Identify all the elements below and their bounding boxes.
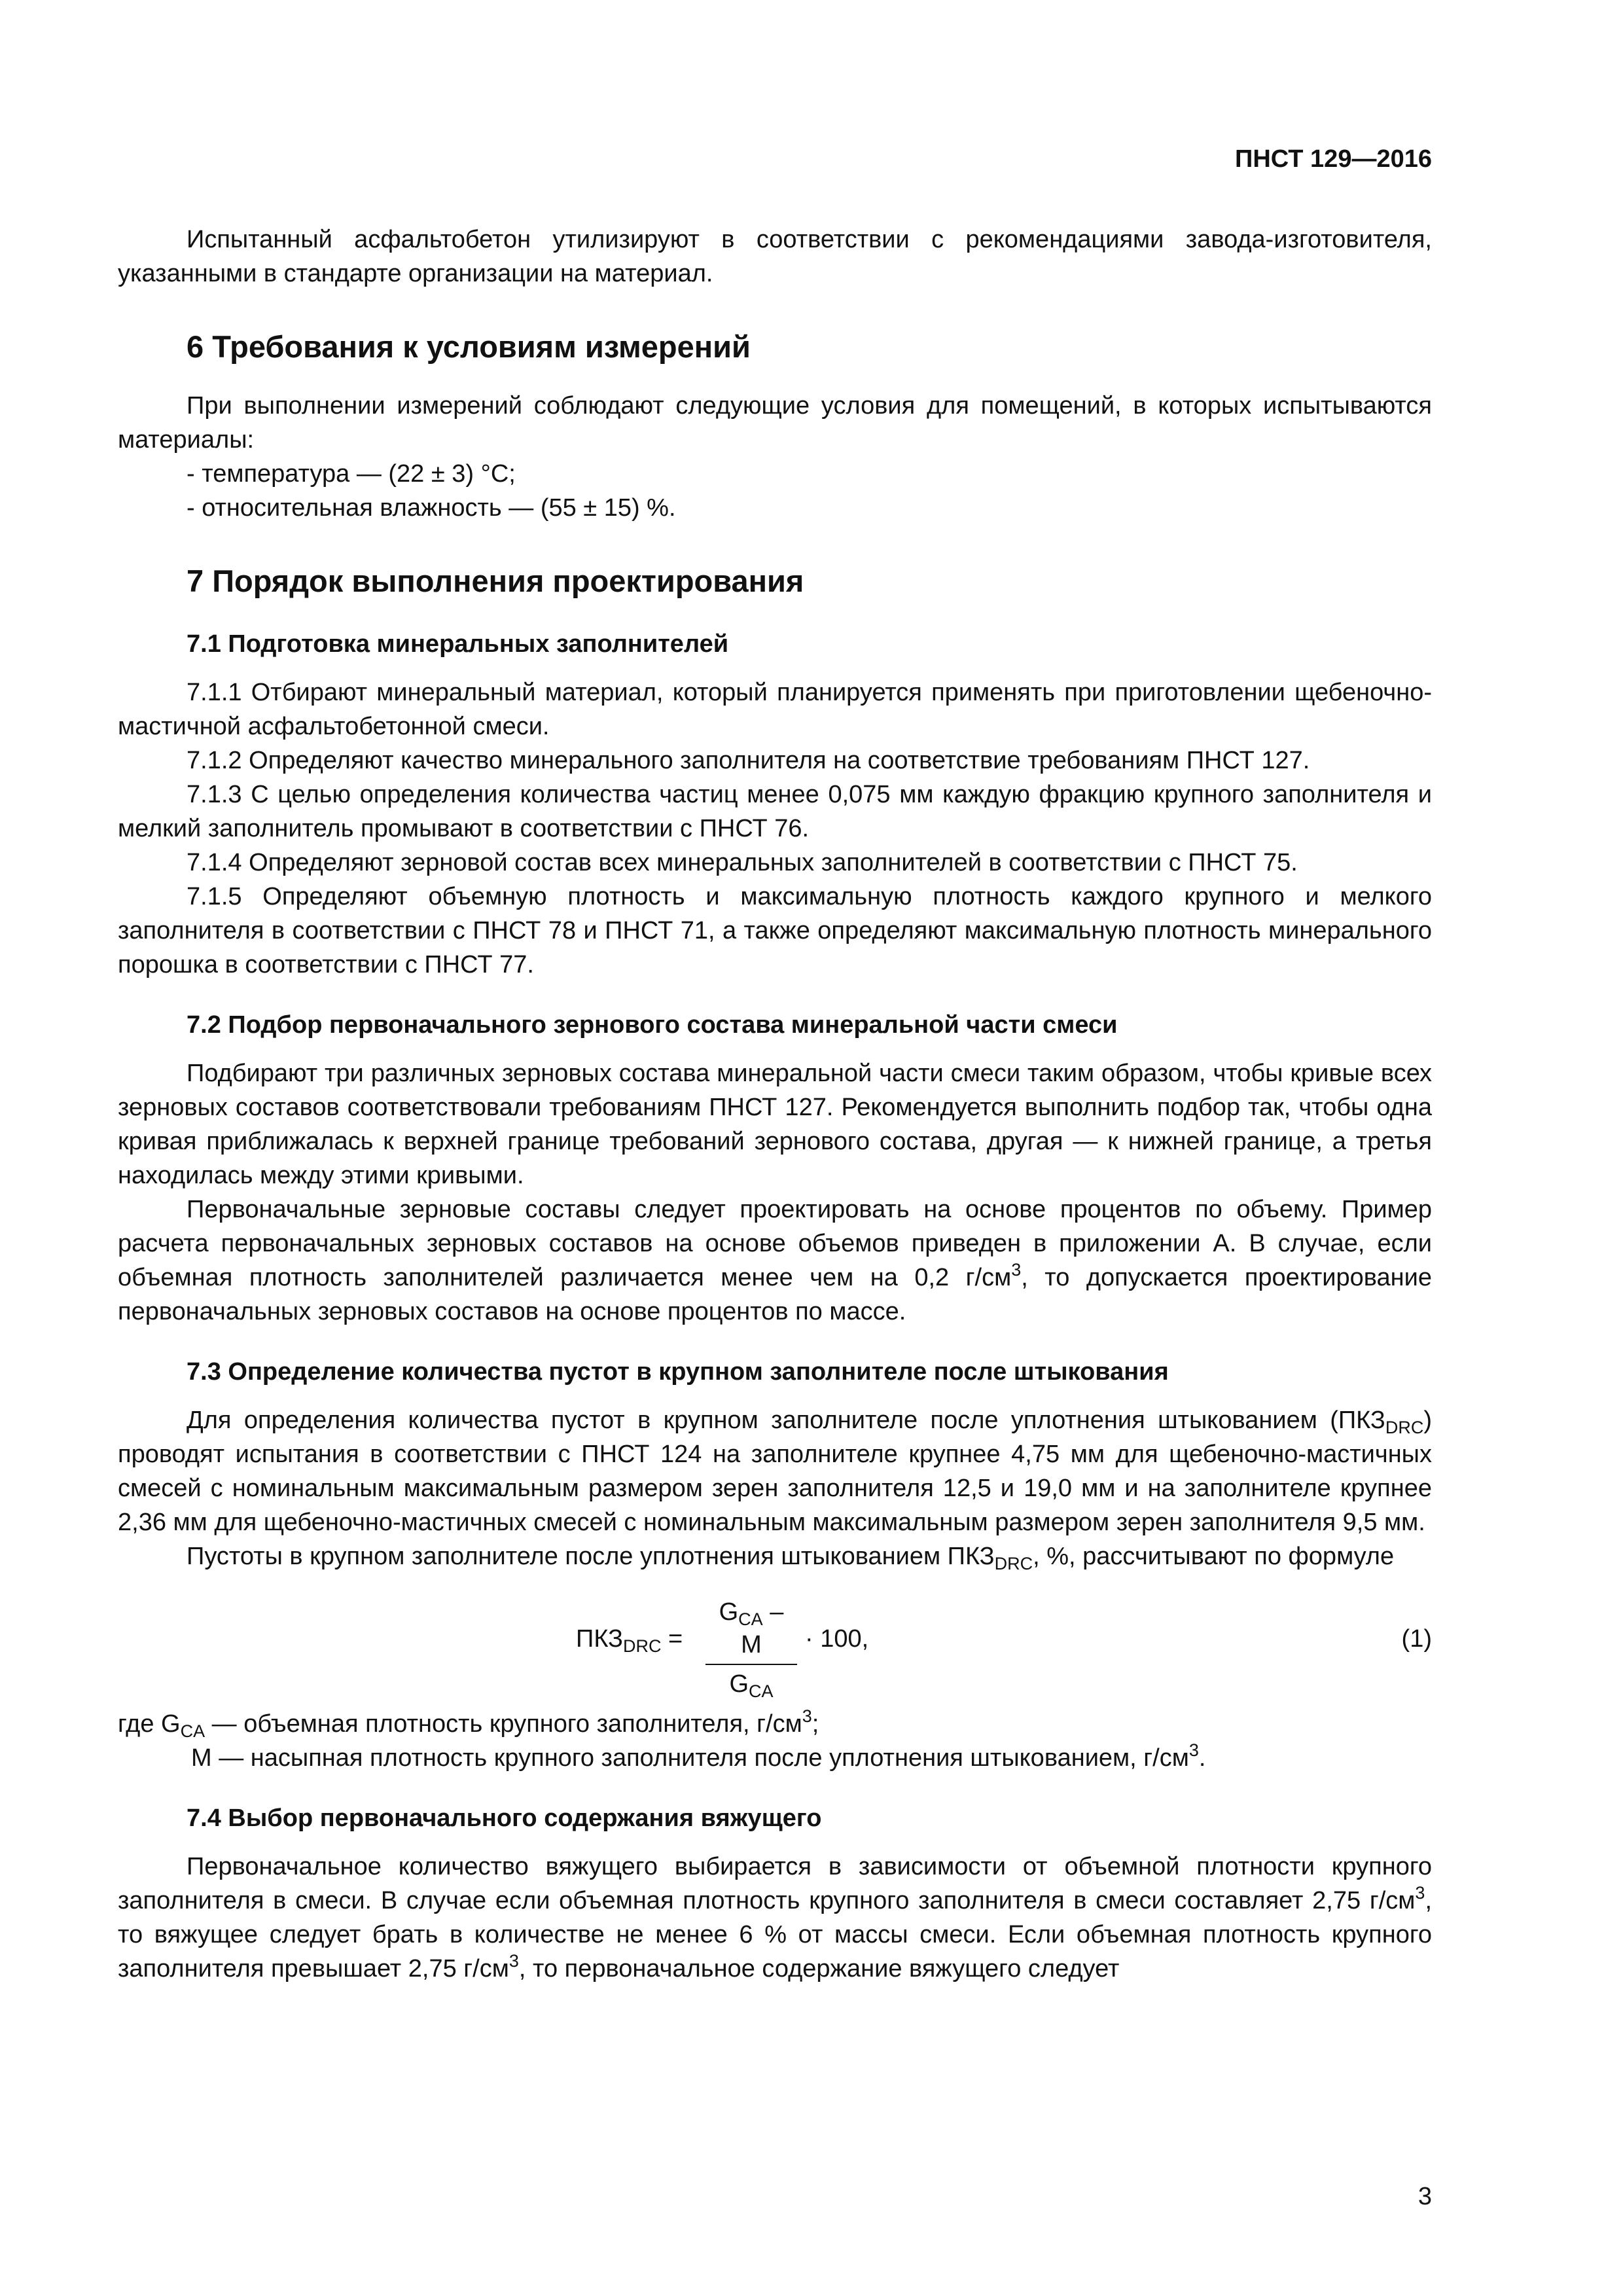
- section-6-title: 6 Требования к условиям измерений: [187, 329, 751, 364]
- section-7-1-title: 7.1 Подготовка минеральных заполнителей: [187, 630, 729, 658]
- clause-7-1-1: 7.1.1 Отбирают минеральный материал, который планируется применять при приготовлении щебеночно-мастичной асфальтобетонной смеси.: [118, 679, 1432, 740]
- formula-rhs: · 100,: [805, 1625, 869, 1653]
- clause-7-1-2: 7.1.2 Определяют качество минерального заполнителя на соответствие требованиям ПНСТ 127.: [187, 747, 1310, 774]
- section-7-2-title: 7.2 Подбор первоначального зернового состава минеральной части смеси: [187, 1011, 1118, 1039]
- clause-7-1-3: 7.1.3 С целью определения количества частиц менее 0,075 мм каждую фракцию крупного заполнителя и мелкий заполнитель промывают в соответствии с ПНСТ 76.: [118, 781, 1432, 842]
- section-7-3-title: 7.3 Определение количества пустот в крупном заполнителе после штыкования: [187, 1358, 1169, 1386]
- section-7-4-paragraph: Первоначальное количество вяжущего выбирается в зависимости от объемной плотности крупного заполнителя в смеси. В случае если объемная плотность крупного заполнителя в смеси составляет 2,75 $г/см^3$, то вяжущее следует брать в количестве не менее 6 % от массы смеси. Если объемная плотность крупного заполнителя превышает 2,75 $г/см^3$, то первоначальное содержание вяжущего следует: [118, 1853, 1432, 1982]
- intro-paragraph: Испытанный асфальтобетон утилизируют в соответствии с рекомендациями завода-изготовителя, указанными в стандарте организации на материал.: [118, 226, 1432, 287]
- document-code-header: ПНСТ 129—2016: [1235, 145, 1432, 173]
- clause-7-1-5: 7.1.5 Определяют объемную плотность и максимальную плотность каждого крупного и мелкого заполнителя в соответствии с ПНСТ 78 и ПНСТ 71, а также определяют максимальную плотность минерального порошка в соответствии с ПНСТ 77.: [118, 883, 1432, 978]
- page-content: [118, 223, 1432, 1986]
- formula-number: (1): [1401, 1625, 1432, 1653]
- formula-1: [118, 1589, 1432, 1701]
- formula-legend: [118, 1707, 1432, 1775]
- section-6-paragraph: При выполнении измерений соблюдают следующие условия для помещений, в которых испытываются материалы:: [118, 392, 1432, 454]
- condition-humidity: - относительная влажность — (55 ± 15) %.: [187, 494, 676, 522]
- section-7-4-title: 7.4 Выбор первоначального содержания вяжущего: [187, 1804, 822, 1832]
- legend-gca: где $G_{CA}$ — объемная плотность крупного заполнителя, $г/см^3$;: [118, 1706, 819, 1741]
- clause-7-1-4: 7.1.4 Определяют зерновой состав всех минеральных заполнителей в соответствии с ПНСТ 75.: [187, 849, 1298, 876]
- section-7-3-paragraph-1: Для определения количества пустот в крупном заполнителе после уплотнения штыкованием $(ПКЗ_{DRC})$ проводят испытания в соответствии с ПНСТ 124 на заполнителе крупнее 4,75 мм для щебеночно-мастичных смесей с номинальным максимальным размером зерен заполнителя 12,5 и 19,0 мм и на заполнителе крупнее 2,36 мм для щебеночно-мастичных смесей с номинальным максимальным размером зерен заполнителя 9,5 мм.: [118, 1407, 1432, 1536]
- formula-denominator: $G_{CA}$: [729, 1670, 774, 1701]
- document-page: [118, 0, 1432, 2296]
- formula-lhs: $ПКЗ_{DRC}$ =: [576, 1625, 683, 1656]
- section-7-2-paragraph-2: Первоначальные зерновые составы следует проектировать на основе процентов по объему. Пример расчета первоначальных зерновых составов на основе объемов приведен в приложении А. В случае, если объемная плотность заполнителей различается менее чем на 0,2 $г/см^3$, то допускается проектирование первоначальных зерновых составов на основе процентов по массе.: [118, 1196, 1432, 1325]
- section-7-2-paragraph-1: Подбирают три различных зерновых состава минеральной части смеси таким образом, чтобы кривые всех зерновых составов соответствовали требованиям ПНСТ 127. Рекомендуется выполнить подбор так, чтобы одна кривая приближалась к верхней границе требований зернового состава, другая — к нижней границе, а третья находилась между этими кривыми.: [118, 1060, 1432, 1189]
- condition-temperature: - температура — (22 ± 3) °C;: [187, 460, 516, 488]
- legend-m: M — насыпная плотность крупного заполнителя после уплотнения штыкованием, $г/см^3$.: [191, 1740, 1206, 1772]
- section-7-3-paragraph-2: Пустоты в крупном заполнителе после уплотнения штыкованием $ПКЗ_{DRC}$, %, рассчитывают по формуле: [187, 1543, 1395, 1573]
- page-number: 3: [1418, 2183, 1432, 2210]
- section-7-title: 7 Порядок выполнения проектирования: [187, 564, 804, 598]
- formula-numerator: $G_{CA}$ – M: [705, 1596, 797, 1665]
- formula-fraction: [705, 1596, 797, 1700]
